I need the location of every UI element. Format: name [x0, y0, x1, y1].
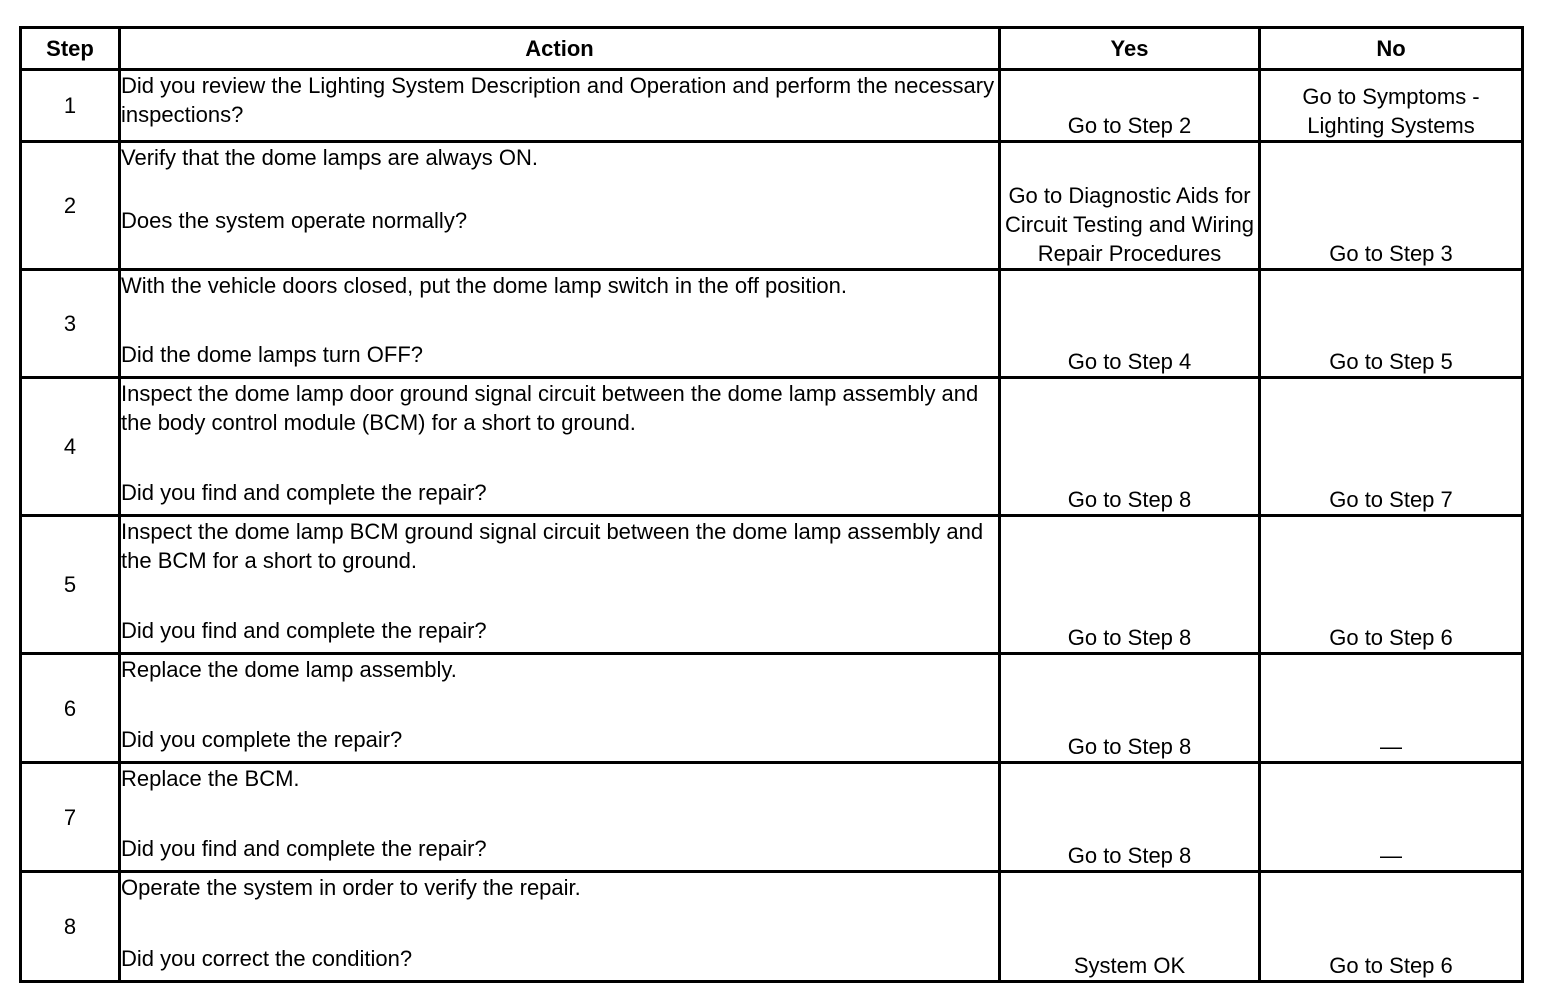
action-cell	[120, 378, 1000, 516]
step-number: 2	[21, 142, 120, 270]
action-instruction: Verify that the dome lamps are always ON.	[121, 145, 538, 170]
step-number: 6	[21, 654, 120, 763]
no-outcome: Go to Step 6	[1260, 516, 1523, 654]
no-outcome: Go to Step 7	[1260, 378, 1523, 516]
action-instruction: Operate the system in order to verify the repair.	[121, 875, 581, 900]
no-outcome: Go to Step 6	[1260, 872, 1523, 982]
action-instruction: With the vehicle doors closed, put the dome lamp switch in the off position.	[121, 273, 847, 298]
action-cell	[120, 70, 1000, 142]
action-question: Did you complete the repair?	[121, 727, 403, 752]
action-cell	[120, 270, 1000, 378]
yes-outcome: Go to Step 2	[1000, 70, 1260, 142]
header-no: No	[1260, 28, 1523, 70]
action-question: Does the system operate normally?	[121, 208, 468, 233]
table-header-row	[21, 28, 1523, 70]
table-row	[21, 516, 1523, 654]
yes-outcome: Go to Step 8	[1000, 378, 1260, 516]
no-outcome: —	[1260, 763, 1523, 872]
yes-outcome: System OK	[1000, 872, 1260, 982]
yes-outcome: Go to Step 8	[1000, 516, 1260, 654]
action-instruction: Inspect the dome lamp BCM ground signal circuit between the dome lamp assembly and the BCM for a short to ground.	[121, 519, 984, 573]
no-outcome: Go to Step 5	[1260, 270, 1523, 378]
yes-outcome: Go to Diagnostic Aids for Circuit Testing and Wiring Repair Procedures	[1000, 142, 1260, 270]
step-number: 1	[21, 70, 120, 142]
yes-outcome: Go to Step 8	[1000, 654, 1260, 763]
table-row	[21, 142, 1523, 270]
action-question: Did you correct the condition?	[121, 946, 413, 971]
action-cell	[120, 872, 1000, 982]
step-number: 7	[21, 763, 120, 872]
action-cell	[120, 516, 1000, 654]
action-question: Did you find and complete the repair?	[121, 480, 487, 505]
header-yes: Yes	[1000, 28, 1260, 70]
table-row	[21, 872, 1523, 982]
table-row	[21, 270, 1523, 378]
action-instruction: Inspect the dome lamp door ground signal circuit between the dome lamp assembly and the body control module (BCM) for a short to ground.	[121, 381, 979, 435]
no-outcome: Go to Symptoms - Lighting Systems	[1260, 70, 1523, 142]
action-instruction: Did you review the Lighting System Description and Operation and perform the necessary inspections?	[121, 73, 995, 127]
header-action: Action	[120, 28, 1000, 70]
yes-outcome: Go to Step 4	[1000, 270, 1260, 378]
step-number: 3	[21, 270, 120, 378]
no-outcome: —	[1260, 654, 1523, 763]
action-question: Did the dome lamps turn OFF?	[121, 342, 424, 367]
action-cell	[120, 142, 1000, 270]
step-number: 8	[21, 872, 120, 982]
action-question: Did you find and complete the repair?	[121, 618, 487, 643]
step-number: 4	[21, 378, 120, 516]
table-row	[21, 763, 1523, 872]
yes-outcome: Go to Step 8	[1000, 763, 1260, 872]
step-number: 5	[21, 516, 120, 654]
table-row	[21, 378, 1523, 516]
header-step: Step	[21, 28, 120, 70]
no-outcome: Go to Step 3	[1260, 142, 1523, 270]
action-cell	[120, 654, 1000, 763]
table-row	[21, 70, 1523, 142]
action-question: Did you find and complete the repair?	[121, 836, 487, 861]
action-cell	[120, 763, 1000, 872]
table-row	[21, 654, 1523, 763]
action-instruction: Replace the dome lamp assembly.	[121, 657, 457, 682]
action-instruction: Replace the BCM.	[121, 766, 300, 791]
diagnostic-table	[19, 26, 1524, 983]
